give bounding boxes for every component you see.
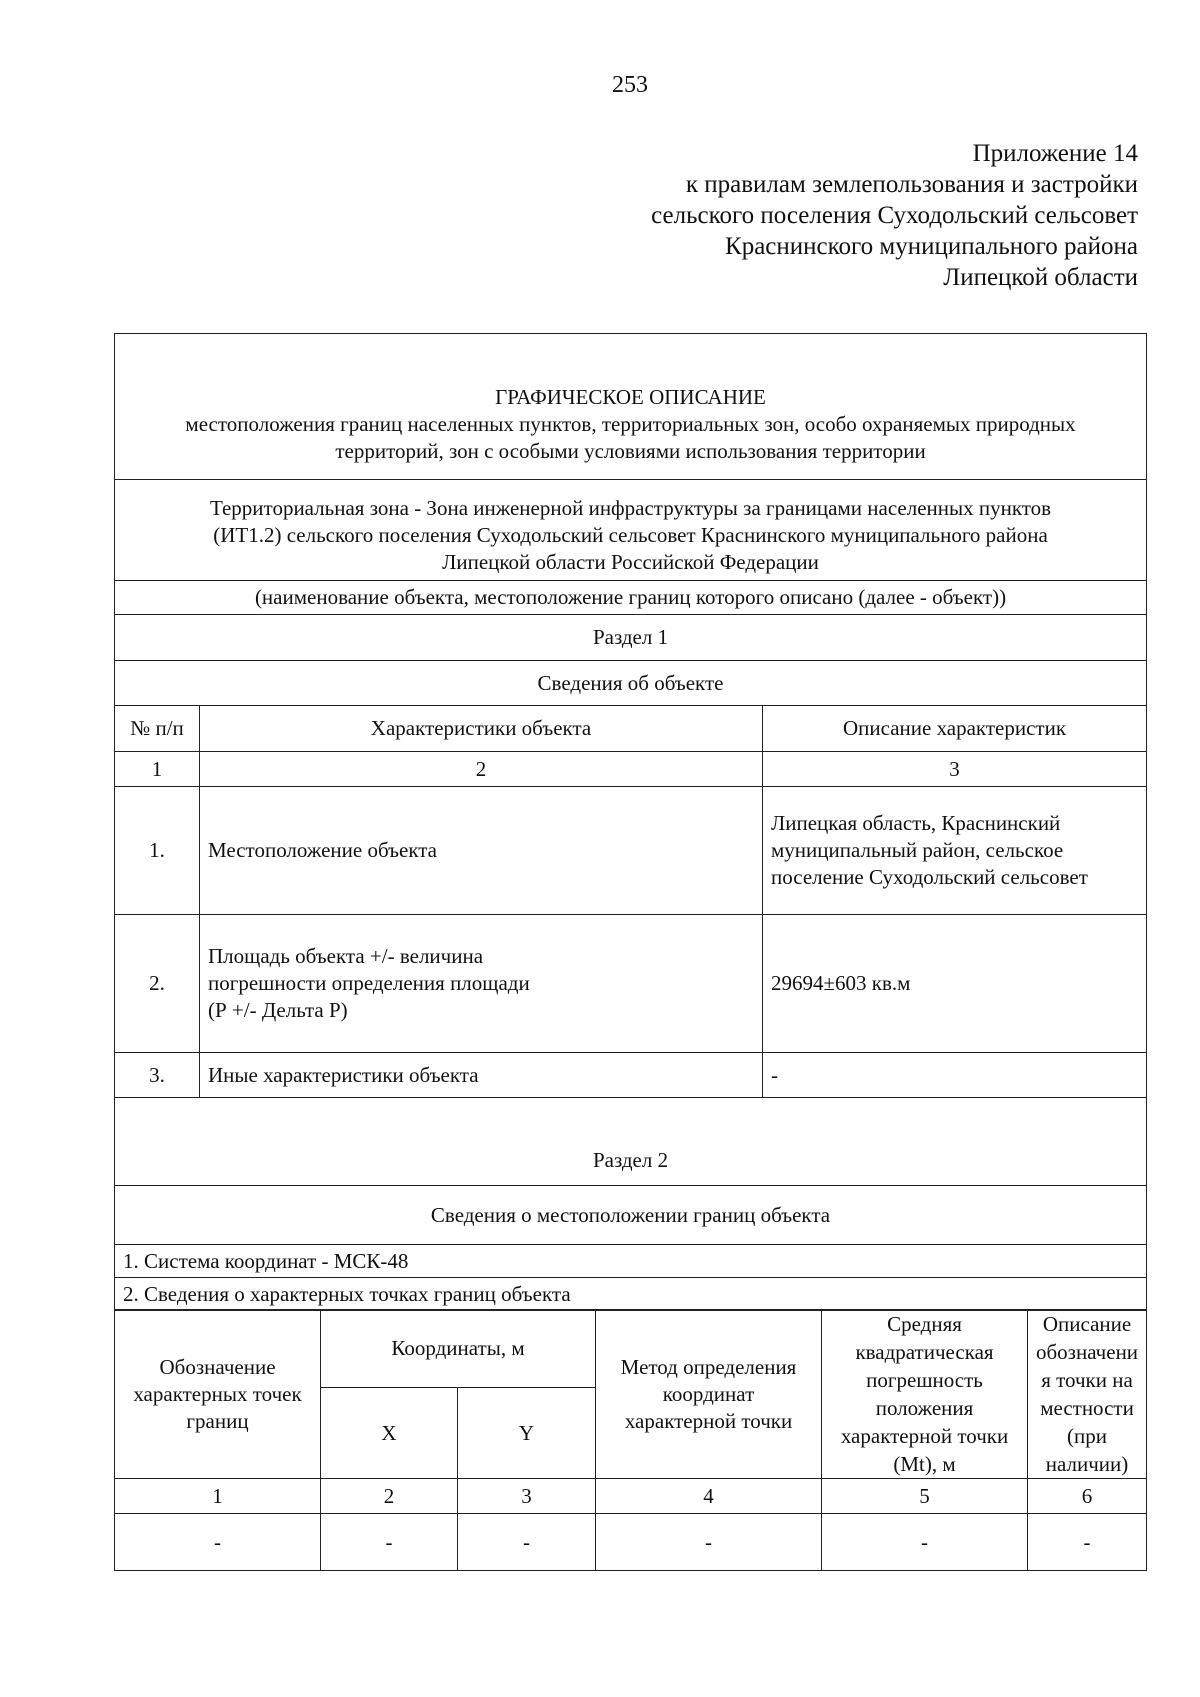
header-line: Средняя (887, 1312, 962, 1336)
column-number: 3 (763, 752, 1147, 787)
appendix-line: Липецкой области (943, 264, 1138, 291)
header-line: наличии) (1045, 1452, 1129, 1476)
column-number: 3 (458, 1479, 596, 1514)
header-line: характерной точки (624, 1408, 793, 1433)
table-cell: - (458, 1514, 596, 1571)
boundary-points-title: 2. Сведения о характерных точках границ объекта (115, 1278, 1147, 1311)
header-line: (при (1067, 1424, 1107, 1448)
appendix-line: к правилам землепользования и застройки (685, 171, 1138, 198)
row-characteristic-line: Площадь объекта +/- величина (208, 944, 484, 968)
object-name-line: Территориальная зона - Зона инженерной инфраструктуры за границами населенных пунктов (209, 495, 1052, 520)
header-line: я точки на (1041, 1368, 1133, 1392)
header-description (1028, 1310, 1147, 1479)
column-number: 6 (1028, 1479, 1147, 1514)
header-line: Описание (1042, 1312, 1132, 1336)
header-method (596, 1310, 822, 1479)
row-characteristic-line: Иные характеристики объекта (208, 1062, 479, 1087)
header-coordinates: Координаты, м (321, 1310, 596, 1388)
row-number: 3. (115, 1053, 200, 1098)
coordinate-system: 1. Система координат - МСК-48 (115, 1245, 1147, 1278)
header-line: координат (662, 1381, 755, 1406)
table-row (115, 1514, 1147, 1571)
row-description-line: 29694±603 кв.м (771, 971, 911, 995)
row-description (763, 1053, 1147, 1098)
row-description-line: Липецкая область, Краснинский (771, 811, 1061, 835)
header-error (822, 1310, 1028, 1479)
row-description (763, 915, 1147, 1053)
table-cell: - (822, 1514, 1028, 1571)
header-line: обозначени (1035, 1340, 1139, 1364)
row-characteristic (200, 787, 763, 915)
header-line: положения (875, 1396, 974, 1420)
appendix-line: Приложение 14 (972, 140, 1138, 167)
row-description-line: поселение Суходольский сельсовет (771, 865, 1088, 889)
column-number: 4 (596, 1479, 822, 1514)
header-line: характерных точек (133, 1381, 302, 1406)
table-cell: - (321, 1514, 458, 1571)
header-line: местности (1040, 1396, 1134, 1420)
object-caption: (наименование объекта, местоположение границ которого описано (далее - объект)) (115, 581, 1147, 615)
section2-subtitle: Сведения о местоположении границ объекта (115, 1186, 1147, 1245)
header-x: X (321, 1388, 458, 1479)
table-row (115, 915, 1147, 1053)
object-name-line: Липецкой области Российской Федерации (442, 549, 819, 574)
appendix-line: сельского поселения Суходольский сельсовет (651, 202, 1138, 229)
row-characteristic-line: (Р +/- Дельта Р) (208, 998, 348, 1022)
column-number: 2 (200, 752, 763, 787)
column-number: 5 (822, 1479, 1028, 1514)
section2-title: Раздел 2 (115, 1098, 1147, 1186)
appendix-header (378, 138, 1138, 293)
document-title-cell (115, 334, 1147, 480)
object-name-cell (115, 480, 1147, 581)
document-subtitle-line: местоположения границ населенных пунктов, территориальных зон, особо охраняемых природных (185, 412, 1076, 436)
row-description (763, 787, 1147, 915)
header-line: границ (186, 1408, 249, 1433)
column-header-characteristics: Характеристики объекта (200, 706, 763, 752)
table-cell: - (115, 1514, 321, 1571)
row-characteristic (200, 915, 763, 1053)
document-title: ГРАФИЧЕСКОЕ ОПИСАНИЕ (495, 385, 766, 409)
section1-subtitle: Сведения об объекте (115, 661, 1147, 706)
section1-title: Раздел 1 (115, 615, 1147, 661)
column-header-description: Описание характеристик (763, 706, 1147, 752)
header-designation (115, 1310, 321, 1479)
document-subtitle-line: территорий, зон с особыми условиями использования территории (335, 439, 926, 463)
appendix-line: Краснинского муниципального района (725, 233, 1138, 260)
row-characteristic (200, 1053, 763, 1098)
header-line: Метод определения (620, 1354, 797, 1379)
header-y: Y (458, 1388, 596, 1479)
row-characteristic-line: погрешности определения площади (208, 971, 530, 995)
column-header-number: № п/п (115, 706, 200, 752)
table-row (115, 1053, 1147, 1098)
row-description-line: - (771, 1062, 778, 1087)
header-line: погрешность (866, 1368, 983, 1392)
header-line: Обозначение (159, 1354, 276, 1379)
column-number: 2 (321, 1479, 458, 1514)
header-line: характерной точки (840, 1424, 1009, 1448)
graphic-description-table (114, 333, 1147, 1311)
column-number: 1 (115, 1479, 321, 1514)
header-line: квадратическая (855, 1340, 994, 1364)
table-cell: - (596, 1514, 822, 1571)
table-row (115, 787, 1147, 915)
object-name-line: (ИТ1.2) сельского поселения Суходольский сельсовет Краснинского муниципального района (213, 522, 1048, 547)
boundary-points-table (114, 1309, 1147, 1571)
column-number: 1 (115, 752, 200, 787)
page-number: 253 (612, 72, 648, 98)
row-number: 2. (115, 915, 200, 1053)
row-characteristic-line: Местоположение объекта (208, 838, 438, 862)
header-line: (Mt), м (893, 1452, 956, 1476)
table-cell: - (1028, 1514, 1147, 1571)
row-description-line: муниципальный район, сельское (771, 838, 1064, 862)
row-number: 1. (115, 787, 200, 915)
